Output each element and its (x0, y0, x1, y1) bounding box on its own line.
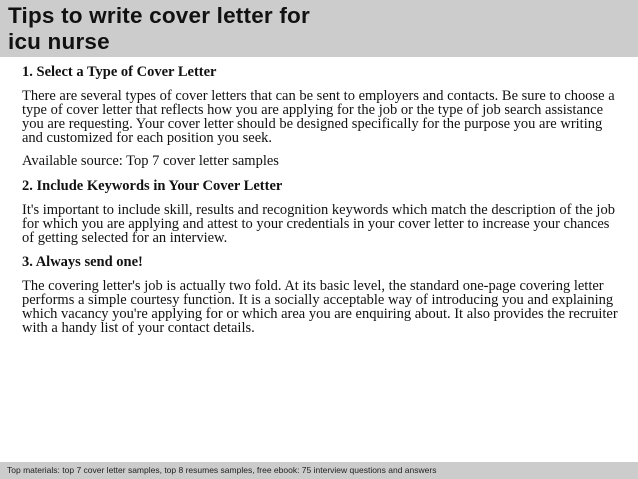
title-bar (0, 0, 638, 57)
footer-bar (0, 462, 638, 479)
footer-text: Top materials: top 7 cover letter samples, top 8 resumes samples, free ebook: 75 interview questions and answers (7, 465, 437, 475)
section-3-heading: 3. Always send one! (22, 254, 143, 270)
section-1-body: There are several types of cover letters that can be sent to employers and contacts. Be sure to choose a type of cover letter that reflects how you are applying for the job or the type of job search assistance you are requesting. Your cover letter should be designed specifically for the purpose you are writing and customized for each position you seek. (22, 88, 615, 146)
slide-title-line-1: Tips to write cover letter for (8, 3, 310, 28)
slide-title-line-2: icu nurse (8, 29, 110, 54)
section-3-body: The covering letter's job is actually two fold. At its basic level, the standard one-page covering letter performs a simple courtesy function. It is a socially acceptable way of introducing you and explaining which vacancy you're applying for or which area you are enquiring about. It also provides the recruiter with a handy list of your contact details. (22, 278, 618, 336)
section-1-heading: 1. Select a Type of Cover Letter (22, 64, 217, 80)
section-2-heading: 2. Include Keywords in Your Cover Letter (22, 178, 283, 194)
section-2-body: It's important to include skill, results and recognition keywords which match the description of the job for which you are applying and attest to your credentials in your cover letter to increase your chances of getting selected for an interview. (22, 202, 615, 246)
slide-content (22, 63, 622, 343)
section-1-source: Available source: Top 7 cover letter samples (22, 153, 279, 169)
